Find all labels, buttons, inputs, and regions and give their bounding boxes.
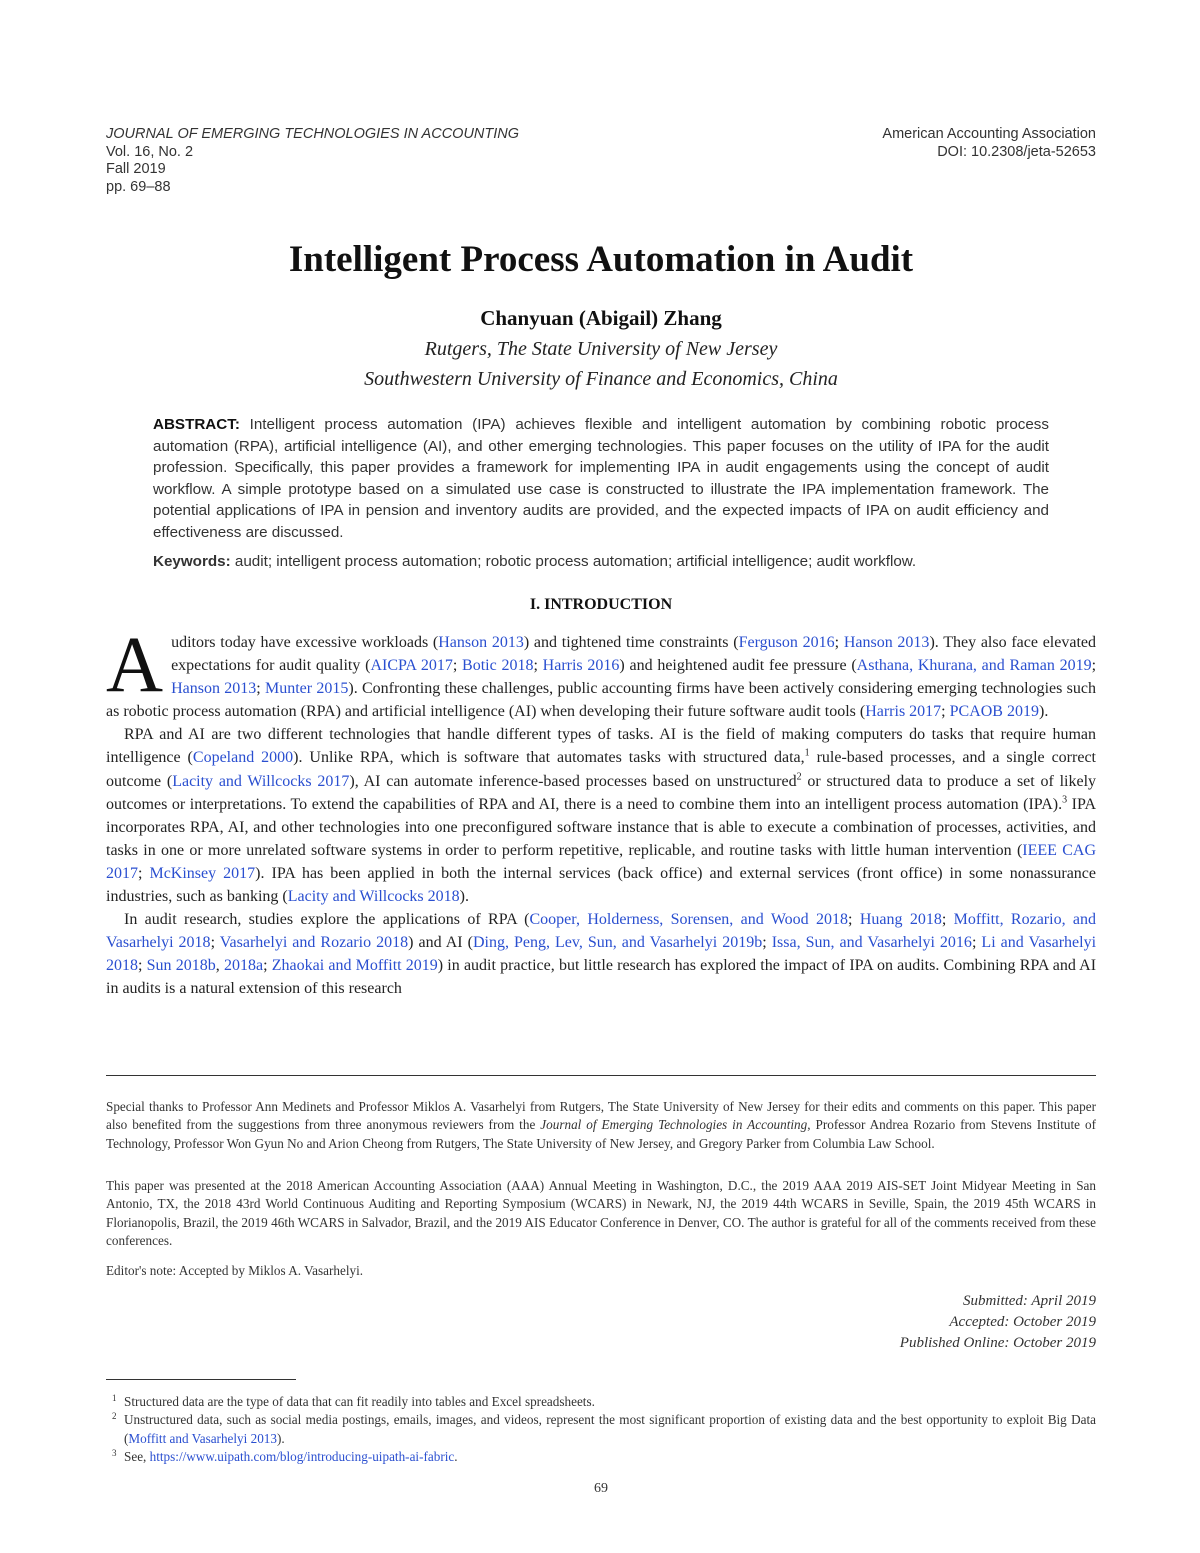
affiliation-1: Rutgers, The State University of New Jersey [424,338,778,360]
doi: DOI: 10.2308/jeta-52653 [937,143,1096,160]
citation-link[interactable]: Sun 2018b [146,957,216,975]
footnote-1: 1 Structured data are the type of data that can fit readily into tables and Excel spreadsheets. [106,1393,1096,1411]
footnote-rule [106,1379,296,1380]
footnote-ref[interactable]: 1 [804,748,810,760]
volume: Vol. 16, No. 2 [106,143,194,160]
citation-link[interactable]: Issa, Sun, and Vasarhelyi 2016 [771,934,972,952]
footnote-ref[interactable]: 2 [796,771,802,783]
section-heading: I. INTRODUCTION [529,596,673,613]
editor-note: Editor's note: Accepted by Miklos A. Vasarhelyi. [106,1263,364,1278]
citation-link[interactable]: Hanson 2013 [438,634,524,651]
abstract [153,414,1049,543]
citation-link[interactable]: Cooper, Holderness, Sorensen, and Wood 2018 [529,911,848,929]
abstract-text: Intelligent process automation (IPA) achieves flexible and intelligent automation by combining robotic process automation (RPA), artificial intelligence (AI), and other emerging technologies. This paper focuses on the utility of IPA for the audit profession. Specifically, this paper provides a framework for implementing IPA in audit engagements using the concept of audit workflow. A simple prototype based on a simulated use case is constructed to illustrate the IPA implementation framework. The potential applications of IPA in pension and inventory audits are provided, and the expected impacts of IPA on audit efficiency and effectiveness are discussed. [153,416,1049,541]
journal-name: JOURNAL OF EMERGING TECHNOLOGIES IN ACCOUNTING [106,126,520,142]
citation-link[interactable]: Moffitt and Vasarhelyi 2013 [128,1430,277,1446]
footnote-ref[interactable]: 3 [1062,794,1068,806]
paragraph-3: In audit research, studies explore the applications of RPA (Cooper, Holderness, Sorensen, and Wood 2018; Huang 2018; Moffitt, Rozario, and Vasarhelyi 2018; Vasarhelyi and Rozario 2018) and AI (Ding, Peng, Lev, Sun, and Vasarhelyi 2019b; Issa, Sun, and Vasarhelyi 2016; Li and Vasarhelyi 2018; Sun 2018b, 2018a; Zhaokai and Moffitt 2019) in audit practice, but little research has explored the impact of IPA on audits. Combining RPA and AI in audits is a natural extension of this research [106,911,1097,998]
citation-link[interactable]: 2018a [223,957,264,975]
citation-link[interactable]: Botic 2018 [462,657,534,675]
published-date: Published Online: October 2019 [899,1335,1096,1351]
citation-link[interactable]: Ferguson 2016 [738,634,835,651]
footnote-2: 2 Unstructured data, such as social media postings, emails, images, and videos, represent the most significant proportion of existing data and the best opportunity to exploit Big Data (Moffitt and Vasarhelyi 2013). [106,1411,1096,1448]
keywords-label: Keywords: [153,553,231,570]
publisher-info [882,126,1096,161]
footnote-3: 3 See, https://www.uipath.com/blog/introducing-uipath-ai-fabric. [106,1448,1096,1466]
citation-link[interactable]: Moffitt, Rozario, and Vasarhelyi 2018 [106,911,1097,952]
citation-link[interactable]: Harris 2016 [542,657,620,675]
keywords-text: audit; intelligent process automation; robotic process automation; artificial intelligence; audit workflow. [234,553,917,570]
presentation-note: This paper was presented at the 2018 American Accounting Association (AAA) Annual Meeting in Washington, D.C., the 2019 AAA 2019 AIS-SET Joint Midyear Meeting in San Antonio, TX, the 2018 43rd World Continuous Auditing and Reporting Symposium (WCARS) in Newark, NJ, the 2019 44th WCARS in Seville, Spain, the 2019 45th WCARS in Florianopolis, Brazil, the 2019 46th WCARS in Salvador, Brazil, and the 2019 AIS Educator Conference in Denver, CO. The author is grateful for all of the comments received from these conferences. [106,1178,1096,1249]
publisher: American Accounting Association [882,126,1096,142]
separator-rule [106,1075,1096,1076]
citation-link[interactable]: IEEE CAG 2017 [106,841,1097,882]
citation-link[interactable]: Lacity and Willcocks 2018 [287,888,460,906]
url-link[interactable]: https://www.uipath.com/blog/introducing-uipath-ai-fabric [149,1449,455,1465]
citation-link[interactable]: Asthana, Khurana, and Raman 2019 [856,657,1092,675]
citation-link[interactable]: Harris 2017 [865,703,942,721]
citation-link[interactable]: Munter 2015 [264,680,349,698]
footnotes [106,1393,1096,1467]
drop-cap: A [106,622,164,709]
citation-link[interactable]: Copeland 2000 [192,749,294,767]
citation-link[interactable]: Hanson 2013 [843,634,930,651]
journal-info [106,126,519,196]
author-name: Chanyuan (Abigail) Zhang [480,306,722,330]
citation-link[interactable]: Li and Vasarhelyi 2018 [106,934,1097,975]
keywords [153,553,1049,570]
acknowledgements: Special thanks to Professor Ann Medinets and Professor Miklos A. Vasarhelyi from Rutgers, The State University of New Jersey for their edits and comments on this paper. This paper also benefited from the suggestions from three anonymous reviewers from the Journal of Emerging Technologies in Accounting, Professor Andrea Rozario from Stevens Institute of Technology, Professor Won Gyun No and Arion Cheong from Rutgers, The State University of New Jersey, and Gregory Parker from Columbia Law School. [106,1099,1096,1151]
page-range: pp. 69–88 [106,178,171,195]
footnote-number: 2 [112,1411,117,1422]
submission-dates [900,1291,1096,1354]
accepted-date: Accepted: October 2019 [949,1314,1096,1330]
citation-link[interactable]: Zhaokai and Moffitt 2019 [271,957,438,975]
paper-title: Intelligent Process Automation in Audit [288,239,914,280]
submitted-date: Submitted: April 2019 [962,1293,1096,1309]
paragraph-2: RPA and AI are two different technologies that handle different types of tasks. AI is the field of making computers do tasks that require human intelligence (Copeland 2000). Unlike RPA, which is software that automates tasks with structured data,$^1$ rule-based processes, and a single correct outcome (Lacity and Willcocks 2017), AI can automate inference-based processes based on unstructured$^2$ or structured data to produce a set of likely outcomes or interpretations. To extend the capabilities of RPA and AI, there is a need to combine them into an intelligent process automation (IPA).$^3$ IPA incorporates RPA, AI, and other technologies into one preconfigured software instance that is able to execute a combination of processes, activities, and tasks in one or more unrelated software systems in order to perform repetitive, replicable, and routine tasks with little human intervention (IEEE CAG 2017; McKinsey 2017). IPA has been applied in both the internal services (back office) and external services (front office) in some nonassurance industries, such as banking (Lacity and Willcocks 2018). [106,726,1097,906]
citation-link[interactable]: Lacity and Willcocks 2017 [172,772,350,790]
season: Fall 2019 [106,161,166,177]
footnote-number: 1 [112,1393,117,1403]
footnote-number: 3 [112,1448,117,1459]
citation-link[interactable]: Vasarhelyi and Rozario 2018 [219,934,409,952]
citation-link[interactable]: Huang 2018 [859,911,942,929]
citation-link[interactable]: PCAOB 2019 [949,703,1039,721]
abstract-label: ABSTRACT: [153,416,240,433]
paragraph-1: Auditors today have excessive workloads (Hanson 2013) and tightened time constraints (Ferguson 2016; Hanson 2013). They also face elevated expectations for audit quality (AICPA 2017; Botic 2018; Harris 2016) and heightened audit fee pressure (Asthana, Khurana, and Raman 2019; Hanson 2013; Munter 2015). Confronting these challenges, public accounting firms have been actively considering emerging technologies such as robotic process automation (RPA) and artificial intelligence (AI) when developing their future software audit tools (Harris 2017; PCAOB 2019). [106,622,1097,721]
citation-link[interactable]: AICPA 2017 [370,657,453,675]
journal-title-italic: Journal of Emerging Technologies in Accounting [540,1117,808,1133]
citation-link[interactable]: Ding, Peng, Lev, Sun, and Vasarhelyi 2019b [472,934,763,952]
citation-link[interactable]: McKinsey 2017 [149,864,256,882]
page-number: 69 [594,1481,608,1496]
body-text [106,622,1097,1001]
affiliation-2: Southwestern University of Finance and Economics, China [364,368,838,390]
citation-link[interactable]: Hanson 2013 [171,680,257,698]
